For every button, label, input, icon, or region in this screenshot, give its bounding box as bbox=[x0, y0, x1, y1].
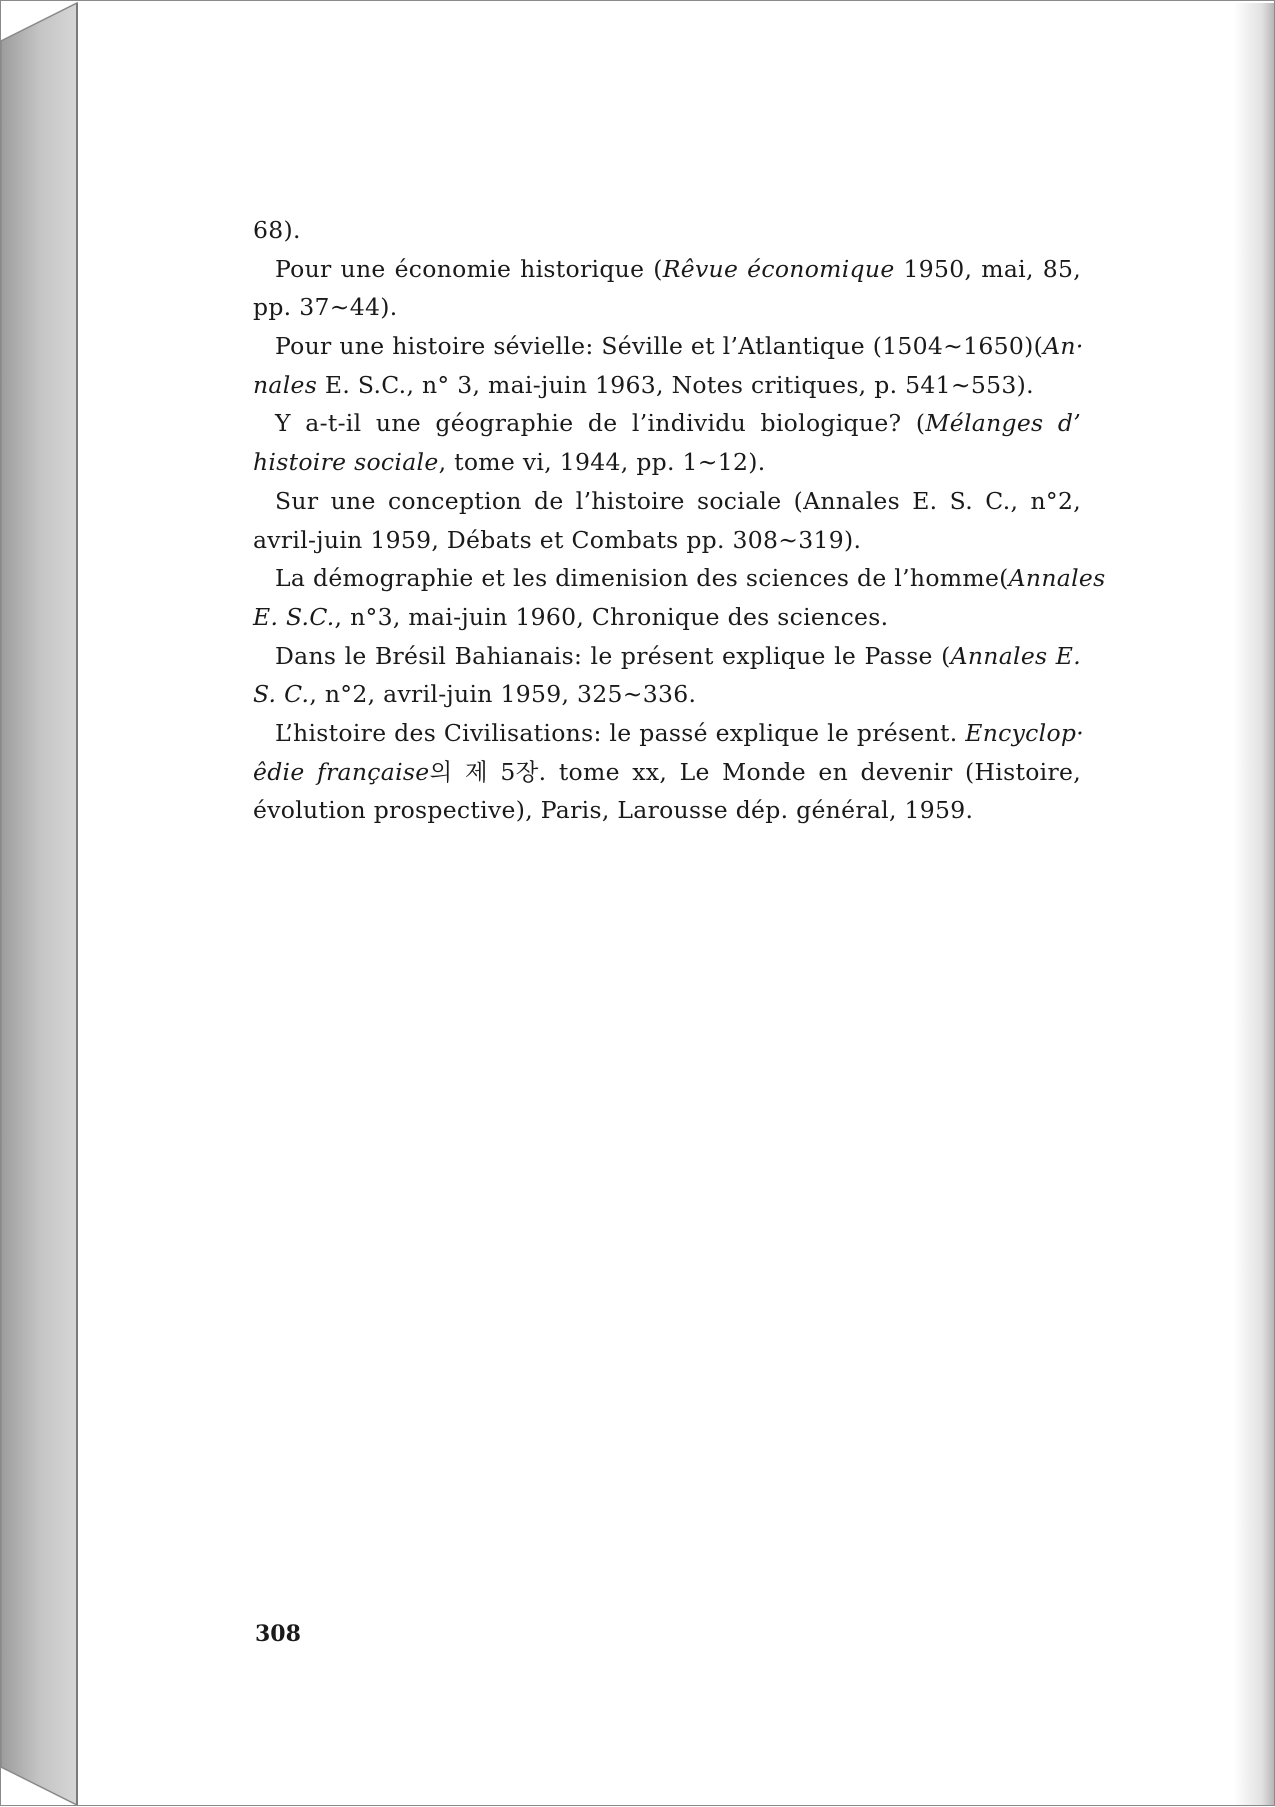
italic-text-segment: êdie française bbox=[253, 757, 430, 786]
text-segment: Pour une histoire sévielle: Séville et l’Atlantique (1504∼1650)( bbox=[275, 332, 1044, 361]
text-segment: 68). bbox=[253, 216, 301, 244]
text-line bbox=[253, 250, 1081, 289]
italic-text-segment: S. C. bbox=[253, 680, 310, 709]
text-segment: Dans le Brésil Bahianais: le présent explique le Passe ( bbox=[275, 641, 951, 670]
text-line bbox=[253, 675, 1081, 714]
text-line bbox=[253, 791, 1081, 830]
page-number: 308 bbox=[255, 1621, 301, 1647]
italic-text-segment: histoire sociale bbox=[253, 448, 439, 477]
text-segment: , tome vi, 1944, pp. 1∼12). bbox=[438, 448, 766, 477]
text-line bbox=[253, 366, 1081, 405]
text-line bbox=[253, 714, 1084, 753]
text-line bbox=[253, 443, 1081, 482]
italic-text-segment: Annales bbox=[1008, 564, 1106, 593]
text-line bbox=[253, 559, 1106, 598]
text-segment: La démographie et les dimenision des sciences de l’homme( bbox=[275, 564, 1009, 593]
italic-text-segment: Rêvue économique bbox=[662, 254, 895, 283]
text-segment: L’histoire des Civilisations: le passé explique le présent. bbox=[275, 718, 966, 747]
text-segment: 1950, mai, 85, bbox=[894, 254, 1081, 283]
text-line bbox=[253, 521, 1081, 560]
italic-text-segment: An· bbox=[1043, 332, 1084, 361]
text-segment: Sur une conception de l’histoire sociale (Annales E. S. C., n°2, bbox=[275, 486, 1081, 515]
text-segment: , n°3, mai-juin 1960, Chronique des sciences. bbox=[334, 602, 889, 631]
text-segment: E. S.C., n° 3, mai-juin 1963, Notes critiques, p. 541∼553). bbox=[317, 370, 1034, 399]
text-segment: Pour une économie historique ( bbox=[275, 254, 663, 283]
text-segment: 의 제 5장. tome xx, Le Monde en devenir (Histoire, bbox=[429, 757, 1081, 786]
text-line bbox=[253, 404, 1081, 443]
text-segment: pp. 37∼44). bbox=[253, 293, 398, 322]
text-segment: avril-juin 1959, Débats et Combats pp. 308∼319). bbox=[253, 525, 862, 554]
text-segment: , n°2, avril-juin 1959, 325∼336. bbox=[309, 680, 697, 709]
italic-text-segment: Encyclop· bbox=[965, 718, 1084, 747]
text-line bbox=[253, 327, 1084, 366]
italic-text-segment: Mélanges d’ bbox=[925, 409, 1081, 438]
text-line bbox=[253, 288, 1081, 327]
text-line bbox=[253, 637, 1081, 676]
text-line bbox=[253, 753, 1081, 792]
text-line bbox=[253, 598, 1081, 637]
italic-text-segment: E. S.C. bbox=[253, 602, 335, 631]
text-line bbox=[253, 211, 1081, 250]
italic-text-segment: Annales E. bbox=[950, 641, 1081, 670]
page-edge-shadow bbox=[1234, 3, 1274, 1805]
text-segment: Y a-t-il une géographie de l’individu biologique? ( bbox=[275, 409, 926, 438]
italic-text-segment: nales bbox=[253, 370, 318, 399]
text-segment: évolution prospective), Paris, Larousse dép. général, 1959. bbox=[253, 796, 974, 825]
bibliography-text bbox=[253, 211, 1106, 830]
book-spine bbox=[1, 1, 81, 1807]
text-line bbox=[253, 482, 1081, 521]
